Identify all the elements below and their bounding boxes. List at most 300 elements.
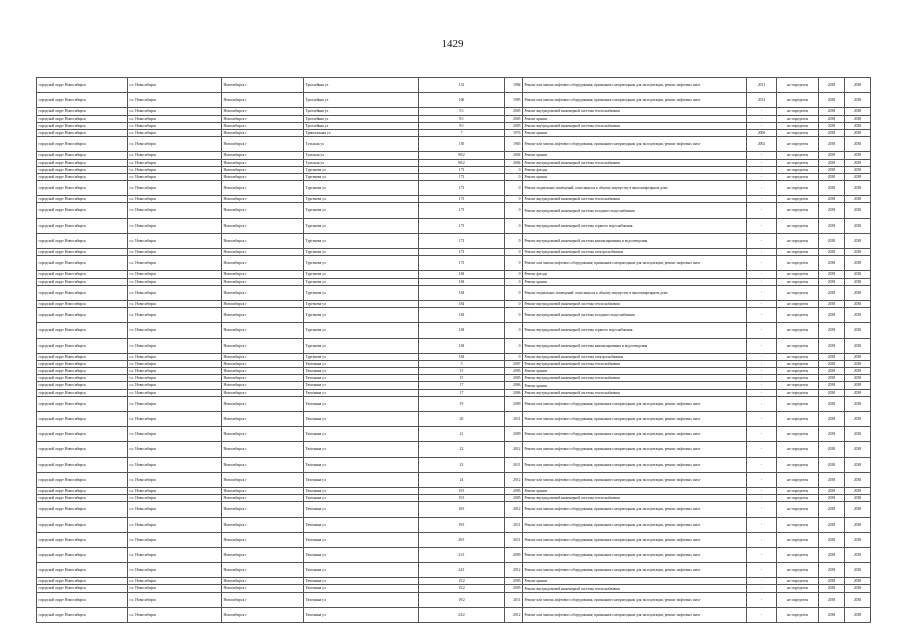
cell-house: 15	[419, 368, 505, 375]
cell-city: Новосибирск г	[222, 115, 304, 122]
cell-year-plan-start: 2038	[819, 360, 845, 367]
cell-city: Новосибирск г	[222, 256, 304, 271]
cell-status: не определен	[777, 396, 819, 411]
cell-work: Ремонт внутридомовой инженерной системы теплоснабжения	[523, 375, 747, 382]
cell-house: 184	[419, 338, 505, 353]
table-row	[37, 495, 871, 502]
cell-year: 2009	[505, 547, 523, 562]
cell-year-plan-start: 2038	[819, 173, 845, 180]
cell-house: 160	[419, 93, 505, 108]
cell-status: не определен	[777, 218, 819, 233]
cell-street: Тургенева ул	[304, 353, 419, 360]
cell-year: 0	[505, 323, 523, 338]
cell-year: 2006	[505, 389, 523, 396]
cell-city: Новосибирск г	[222, 396, 304, 411]
cell-settlement: г.о. Новосибирск	[128, 592, 222, 607]
cell-settlement: г.о. Новосибирск	[128, 532, 222, 547]
cell-settlement: г.о. Новосибирск	[128, 578, 222, 585]
cell-work: Ремонт крыши	[523, 578, 747, 585]
cell-house: 15	[419, 375, 505, 382]
table-row	[37, 389, 871, 396]
cell-year-plan-start: 2038	[819, 196, 845, 203]
cell-settlement: г.о. Новосибирск	[128, 285, 222, 300]
cell-house: 184	[419, 278, 505, 285]
cell-status: не определен	[777, 249, 819, 256]
cell-year-plan-end: 2038	[845, 517, 871, 532]
cell-work: Ремонт внутридомовой инженерной системы теплоснабжения	[523, 196, 747, 203]
cell-year-plan-end: 2038	[845, 532, 871, 547]
cell-city: Новосибирск г	[222, 547, 304, 562]
cell-work: Ремонт внутридомовой инженерной системы канализирования и водоотведения	[523, 233, 747, 248]
cell-street: Тюленина ул	[304, 495, 419, 502]
cell-street: Тюленина ул	[304, 368, 419, 375]
cell-settlement: г.о. Новосибирск	[128, 338, 222, 353]
cell-street: Тюленина ул	[304, 472, 419, 487]
cell-house: 15/1	[419, 487, 505, 494]
cell-year-plan-end: 2038	[845, 256, 871, 271]
cell-house: 9/1	[419, 115, 505, 122]
cell-year-actual: -	[747, 389, 777, 396]
cell-work: Ремонт внутридомовой инженерной системы горячего водоснабжения	[523, 323, 747, 338]
cell-house: 184	[419, 300, 505, 307]
cell-district: городской округ Новосибирск	[37, 427, 128, 442]
cell-year: 2011	[505, 412, 523, 427]
cell-work: Ремонт или замена лифтового оборудования, признанного непригодным для эксплуатации, ремонт лифтовых шахт	[523, 412, 747, 427]
cell-year: 2005	[505, 108, 523, 115]
cell-house: 173	[419, 233, 505, 248]
cell-work: Ремонт внутридомовой инженерной системы теплоснабжения	[523, 108, 747, 115]
cell-year: 1984	[505, 78, 523, 93]
cell-street: Тюленина ул	[304, 607, 419, 622]
cell-status: не определен	[777, 412, 819, 427]
cell-year-actual: -	[747, 218, 777, 233]
cell-year-actual: -	[747, 256, 777, 271]
cell-settlement: г.о. Новосибирск	[128, 300, 222, 307]
cell-year-plan-end: 2038	[845, 93, 871, 108]
cell-year-plan-start: 2038	[819, 585, 845, 592]
cell-year-plan-end: 2038	[845, 495, 871, 502]
cell-street: Тюленина ул	[304, 585, 419, 592]
cell-city: Новосибирск г	[222, 487, 304, 494]
cell-work: Ремонт или замена лифтового оборудования, признанного непригодным для эксплуатации, ремонт лифтовых шахт	[523, 472, 747, 487]
cell-street: Тургенева ул	[304, 166, 419, 173]
cell-year-actual: -	[747, 271, 777, 278]
cell-house: 184	[419, 285, 505, 300]
cell-year: 2005	[505, 578, 523, 585]
cell-year-plan-start: 2038	[819, 166, 845, 173]
cell-year-actual: -	[747, 308, 777, 323]
cell-year-plan-end: 2038	[845, 578, 871, 585]
cell-house: 173	[419, 196, 505, 203]
cell-settlement: г.о. Новосибирск	[128, 382, 222, 389]
cell-status: не определен	[777, 592, 819, 607]
table-row	[37, 338, 871, 353]
cell-status: не определен	[777, 502, 819, 517]
cell-settlement: г.о. Новосибирск	[128, 129, 222, 136]
cell-street: Тюленина ул	[304, 382, 419, 389]
cell-district: городской округ Новосибирск	[37, 396, 128, 411]
cell-year-plan-start: 2038	[819, 442, 845, 457]
cell-year: 1965	[505, 137, 523, 152]
cell-city: Новосибирск г	[222, 323, 304, 338]
cell-work: Ремонт внутридомовой инженерной системы электроснабжения	[523, 353, 747, 360]
cell-house: 15/2	[419, 585, 505, 592]
cell-year-plan-end: 2038	[845, 173, 871, 180]
cell-year-plan-end: 2038	[845, 271, 871, 278]
cell-city: Новосибирск г	[222, 152, 304, 159]
cell-year-plan-end: 2038	[845, 152, 871, 159]
cell-district: городской округ Новосибирск	[37, 532, 128, 547]
cell-street: Тургенева ул	[304, 323, 419, 338]
cell-year-plan-start: 2038	[819, 547, 845, 562]
table-row	[37, 152, 871, 159]
cell-year-actual: -	[747, 585, 777, 592]
cell-year-plan-start: 2038	[819, 382, 845, 389]
cell-year-actual: -	[747, 495, 777, 502]
cell-year-actual: -	[747, 592, 777, 607]
cell-year-plan-start: 2038	[819, 578, 845, 585]
cell-district: городской округ Новосибирск	[37, 368, 128, 375]
cell-district: городской округ Новосибирск	[37, 308, 128, 323]
cell-year: 0	[505, 203, 523, 218]
cell-settlement: г.о. Новосибирск	[128, 181, 222, 196]
cell-settlement: г.о. Новосибирск	[128, 563, 222, 578]
cell-work: Ремонт внутридомовой инженерной системы холодного водоснабжения	[523, 203, 747, 218]
cell-house: 184	[419, 308, 505, 323]
cell-year: 0	[505, 285, 523, 300]
cell-settlement: г.о. Новосибирск	[128, 502, 222, 517]
cell-city: Новосибирск г	[222, 173, 304, 180]
cell-year-plan-end: 2038	[845, 368, 871, 375]
cell-year-plan-start: 2038	[819, 607, 845, 622]
cell-work: Ремонт или замена лифтового оборудования, признанного непригодным для эксплуатации, ремонт лифтовых шахт	[523, 502, 747, 517]
cell-district: городской округ Новосибирск	[37, 472, 128, 487]
cell-year: 2005	[505, 585, 523, 592]
cell-work: Ремонт крыши	[523, 173, 747, 180]
table-row	[37, 308, 871, 323]
cell-settlement: г.о. Новосибирск	[128, 427, 222, 442]
cell-status: не определен	[777, 495, 819, 502]
cell-district: городской округ Новосибирск	[37, 233, 128, 248]
cell-year-plan-start: 2038	[819, 375, 845, 382]
table-row	[37, 108, 871, 115]
cell-year-plan-end: 2038	[845, 308, 871, 323]
cell-street: Тюленина ул	[304, 360, 419, 367]
table-row	[37, 442, 871, 457]
cell-status: не определен	[777, 115, 819, 122]
cell-house: 5	[419, 360, 505, 367]
cell-district: городской округ Новосибирск	[37, 353, 128, 360]
cell-district: городской округ Новосибирск	[37, 517, 128, 532]
cell-house: 24/1	[419, 563, 505, 578]
cell-status: не определен	[777, 285, 819, 300]
cell-district: городской округ Новосибирск	[37, 196, 128, 203]
cell-street: Тургенева ул	[304, 308, 419, 323]
cell-house: 173	[419, 166, 505, 173]
cell-settlement: г.о. Новосибирск	[128, 256, 222, 271]
cell-year-actual: -	[747, 578, 777, 585]
cell-status: не определен	[777, 353, 819, 360]
table-row	[37, 256, 871, 271]
cell-street: Тюленина ул	[304, 375, 419, 382]
cell-house: 9/1	[419, 122, 505, 129]
table-row	[37, 592, 871, 607]
cell-year: 2011	[505, 592, 523, 607]
cell-settlement: г.о. Новосибирск	[128, 159, 222, 166]
cell-year-actual: -	[747, 607, 777, 622]
cell-settlement: г.о. Новосибирск	[128, 308, 222, 323]
cell-year-plan-end: 2038	[845, 563, 871, 578]
cell-work: Ремонт или замена лифтового оборудования, признанного непригодным для эксплуатации, ремонт лифтовых шахт	[523, 427, 747, 442]
cell-year-plan-start: 2038	[819, 203, 845, 218]
cell-status: не определен	[777, 382, 819, 389]
cell-street: Трикотажная ул	[304, 129, 419, 136]
cell-year-plan-start: 2038	[819, 78, 845, 93]
cell-work: Ремонт внутридомовой инженерной системы теплоснабжения	[523, 585, 747, 592]
cell-district: городской округ Новосибирск	[37, 323, 128, 338]
cell-year-actual: -	[747, 502, 777, 517]
cell-year-plan-end: 2038	[845, 323, 871, 338]
cell-year: 0	[505, 256, 523, 271]
cell-street: Тургенева ул	[304, 181, 419, 196]
cell-settlement: г.о. Новосибирск	[128, 218, 222, 233]
table-row	[37, 563, 871, 578]
cell-settlement: г.о. Новосибирск	[128, 115, 222, 122]
cell-street: Тюленина ул	[304, 427, 419, 442]
cell-house: 184	[419, 323, 505, 338]
cell-year: 1976	[505, 129, 523, 136]
cell-year-plan-start: 2038	[819, 412, 845, 427]
table-row	[37, 137, 871, 152]
cell-house: 173	[419, 173, 505, 180]
cell-district: городской округ Новосибирск	[37, 487, 128, 494]
table-row	[37, 196, 871, 203]
cell-house: 173	[419, 218, 505, 233]
cell-status: не определен	[777, 152, 819, 159]
table-row	[37, 278, 871, 285]
table-row	[37, 353, 871, 360]
cell-year: 2005	[505, 487, 523, 494]
cell-year-actual: 2013	[747, 78, 777, 93]
cell-year-plan-start: 2038	[819, 181, 845, 196]
cell-year-actual: -	[747, 472, 777, 487]
table-row	[37, 93, 871, 108]
cell-year-plan-start: 2038	[819, 300, 845, 307]
cell-house: 173	[419, 181, 505, 196]
cell-street: Троллейная ул	[304, 93, 419, 108]
cell-district: городской округ Новосибирск	[37, 115, 128, 122]
cell-house: 90/2	[419, 152, 505, 159]
cell-city: Новосибирск г	[222, 78, 304, 93]
cell-city: Новосибирск г	[222, 592, 304, 607]
cell-house: 173	[419, 249, 505, 256]
cell-year-plan-end: 2038	[845, 115, 871, 122]
cell-house: 90/2	[419, 159, 505, 166]
cell-district: городской округ Новосибирск	[37, 412, 128, 427]
cell-year-actual: -	[747, 166, 777, 173]
cell-status: не определен	[777, 129, 819, 136]
cell-settlement: г.о. Новосибирск	[128, 137, 222, 152]
cell-work: Ремонт внутридомовой инженерной системы теплоснабжения	[523, 159, 747, 166]
cell-work: Ремонт или замена лифтового оборудования, признанного непригодным для эксплуатации, ремонт лифтовых шахт	[523, 532, 747, 547]
cell-year-actual: -	[747, 173, 777, 180]
table-row	[37, 472, 871, 487]
table-row	[37, 166, 871, 173]
cell-year: 0	[505, 196, 523, 203]
cell-city: Новосибирск г	[222, 129, 304, 136]
cell-year: 2005	[505, 115, 523, 122]
cell-street: Тюленина ул	[304, 592, 419, 607]
cell-house: 20	[419, 412, 505, 427]
cell-year-plan-start: 2038	[819, 115, 845, 122]
cell-street: Тюленина ул	[304, 517, 419, 532]
cell-city: Новосибирск г	[222, 427, 304, 442]
cell-status: не определен	[777, 166, 819, 173]
cell-year-plan-start: 2038	[819, 108, 845, 115]
table-row	[37, 285, 871, 300]
cell-district: городской округ Новосибирск	[37, 578, 128, 585]
cell-year-actual: 2012	[747, 93, 777, 108]
cell-year-plan-end: 2038	[845, 78, 871, 93]
cell-status: не определен	[777, 532, 819, 547]
cell-year-actual: 2002	[747, 137, 777, 152]
cell-settlement: г.о. Новосибирск	[128, 233, 222, 248]
table-row	[37, 249, 871, 256]
cell-status: не определен	[777, 547, 819, 562]
cell-work: Ремонт внутридомовой инженерной системы теплоснабжения	[523, 389, 747, 396]
cell-year-plan-start: 2038	[819, 389, 845, 396]
cell-status: не определен	[777, 300, 819, 307]
cell-street: Тюленина ул	[304, 547, 419, 562]
cell-year-actual: -	[747, 563, 777, 578]
cell-settlement: г.о. Новосибирск	[128, 607, 222, 622]
cell-year-actual: -	[747, 487, 777, 494]
cell-year: 0	[505, 308, 523, 323]
cell-status: не определен	[777, 196, 819, 203]
cell-year-plan-start: 2038	[819, 472, 845, 487]
cell-status: не определен	[777, 517, 819, 532]
cell-year-plan-start: 2038	[819, 495, 845, 502]
cell-city: Новосибирск г	[222, 338, 304, 353]
cell-street: Троллейная ул	[304, 115, 419, 122]
cell-district: городской округ Новосибирск	[37, 152, 128, 159]
cell-district: городской округ Новосибирск	[37, 375, 128, 382]
cell-year-plan-start: 2038	[819, 308, 845, 323]
table-row	[37, 578, 871, 585]
cell-city: Новосибирск г	[222, 472, 304, 487]
cell-year-plan-end: 2038	[845, 375, 871, 382]
page-number: 1429	[441, 38, 464, 50]
cell-house: 19/2	[419, 592, 505, 607]
cell-year-actual: -	[747, 396, 777, 411]
cell-status: не определен	[777, 360, 819, 367]
cell-year-actual: -	[747, 285, 777, 300]
cell-status: не определен	[777, 472, 819, 487]
cell-year-plan-end: 2038	[845, 547, 871, 562]
cell-district: городской округ Новосибирск	[37, 173, 128, 180]
cell-status: не определен	[777, 108, 819, 115]
cell-work: Ремонт или замена лифтового оборудования, признанного непригодным для эксплуатации, ремонт лифтовых шахт	[523, 256, 747, 271]
cell-year-plan-end: 2038	[845, 249, 871, 256]
cell-city: Новосибирск г	[222, 271, 304, 278]
cell-city: Новосибирск г	[222, 278, 304, 285]
cell-settlement: г.о. Новосибирск	[128, 442, 222, 457]
cell-status: не определен	[777, 607, 819, 622]
cell-house: 5/1	[419, 108, 505, 115]
cell-year-plan-end: 2038	[845, 412, 871, 427]
cell-year-plan-start: 2038	[819, 285, 845, 300]
cell-house: 21/1	[419, 547, 505, 562]
cell-district: городской округ Новосибирск	[37, 585, 128, 592]
table-row	[37, 368, 871, 375]
cell-status: не определен	[777, 368, 819, 375]
cell-street: Тюленина ул	[304, 502, 419, 517]
cell-settlement: г.о. Новосибирск	[128, 368, 222, 375]
cell-district: городской округ Новосибирск	[37, 203, 128, 218]
cell-year-actual: -	[747, 249, 777, 256]
cell-year-actual: -	[747, 412, 777, 427]
cell-year-plan-start: 2038	[819, 137, 845, 152]
cell-year-plan-start: 2038	[819, 502, 845, 517]
cell-street: Тюленина ул	[304, 389, 419, 396]
cell-district: городской округ Новосибирск	[37, 300, 128, 307]
cell-district: городской округ Новосибирск	[37, 181, 128, 196]
cell-year-actual: -	[747, 375, 777, 382]
capital-repair-table	[36, 77, 871, 623]
table-row	[37, 607, 871, 622]
cell-street: Тургенева ул	[304, 203, 419, 218]
cell-settlement: г.о. Новосибирск	[128, 353, 222, 360]
cell-year-plan-end: 2038	[845, 389, 871, 396]
cell-year: 2005	[505, 368, 523, 375]
cell-year-plan-end: 2038	[845, 278, 871, 285]
cell-status: не определен	[777, 173, 819, 180]
table-body	[37, 78, 871, 623]
cell-district: городской округ Новосибирск	[37, 547, 128, 562]
table-row	[37, 233, 871, 248]
cell-year-actual: -	[747, 181, 777, 196]
cell-district: городской округ Новосибирск	[37, 137, 128, 152]
cell-street: Тюленина ул	[304, 457, 419, 472]
cell-year-actual: -	[747, 368, 777, 375]
cell-city: Новосибирск г	[222, 412, 304, 427]
table-row	[37, 360, 871, 367]
cell-city: Новосибирск г	[222, 353, 304, 360]
cell-work: Ремонт крыши	[523, 368, 747, 375]
cell-city: Новосибирск г	[222, 389, 304, 396]
cell-status: не определен	[777, 256, 819, 271]
cell-work: Ремонт внутридомовой инженерной системы теплоснабжения	[523, 122, 747, 129]
cell-district: городской округ Новосибирск	[37, 495, 128, 502]
table-row	[37, 375, 871, 382]
cell-district: городской округ Новосибирск	[37, 278, 128, 285]
cell-street: Тургенева ул	[304, 233, 419, 248]
cell-year: 2012	[505, 502, 523, 517]
cell-year-actual: -	[747, 457, 777, 472]
cell-city: Новосибирск г	[222, 442, 304, 457]
cell-year-actual: -	[747, 532, 777, 547]
cell-settlement: г.о. Новосибирск	[128, 487, 222, 494]
cell-year-actual: -	[747, 115, 777, 122]
cell-year: 2005	[505, 122, 523, 129]
cell-year: 2004	[505, 152, 523, 159]
cell-work: Ремонт или замена лифтового оборудования, признанного непригодным для эксплуатации, ремонт лифтовых шахт	[523, 442, 747, 457]
cell-year-plan-end: 2038	[845, 607, 871, 622]
cell-street: Тургенева ул	[304, 300, 419, 307]
cell-year-plan-start: 2038	[819, 122, 845, 129]
cell-year-plan-start: 2038	[819, 338, 845, 353]
cell-street: Троллейная ул	[304, 122, 419, 129]
